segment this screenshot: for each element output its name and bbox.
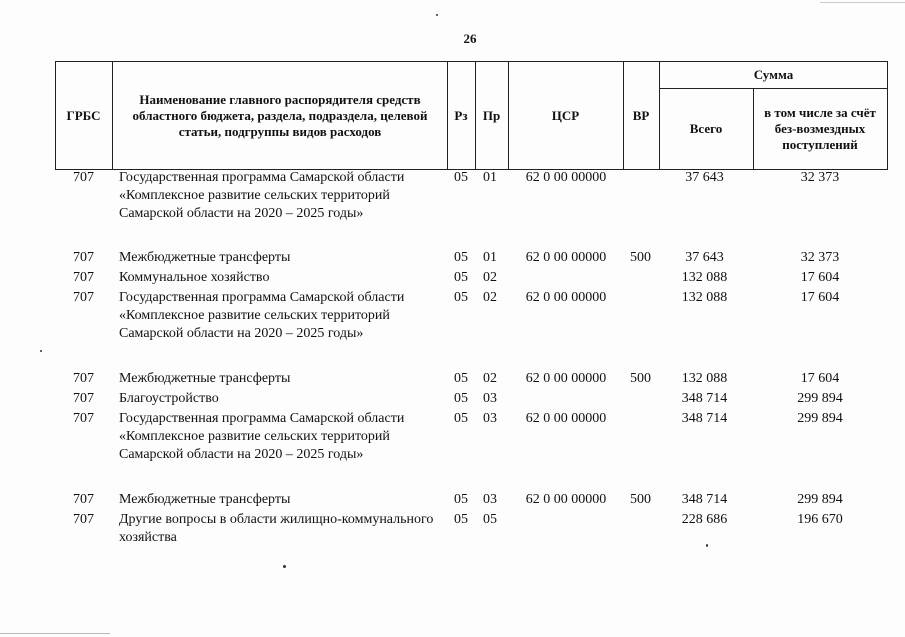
cell-rz: 05 — [454, 371, 468, 386]
cell-rz: 05 — [454, 290, 468, 305]
cell-vr: 500 — [630, 492, 651, 507]
cell-name: Межбюджетные трансферты — [119, 492, 291, 507]
cell-rz: 05 — [454, 391, 468, 406]
cell-rz: 05 — [454, 411, 468, 426]
cell-incl: 196 670 — [797, 512, 843, 527]
cell-total: 348 714 — [681, 391, 728, 406]
scan-speck — [283, 565, 286, 568]
scan-speck — [40, 350, 42, 352]
cell-rz: 05 — [454, 492, 468, 507]
cell-incl: 17 604 — [800, 270, 840, 285]
cell-vr: 500 — [630, 371, 651, 386]
cell-incl: 299 894 — [797, 391, 843, 406]
cell-name: Межбюджетные трансферты — [119, 371, 291, 386]
header-grbs: ГРБС — [66, 107, 101, 123]
cell-rz: 05 — [454, 170, 468, 185]
cell-pr: 03 — [483, 391, 497, 406]
cell-total: 228 686 — [681, 512, 728, 527]
cell-pr: 02 — [483, 371, 497, 386]
cell-pr: 02 — [483, 290, 497, 305]
cell-name: Государственная программа Самарской области «Комплексное развитие сельских территорий Самарской области на 2020 – 2025 годы» — [119, 170, 405, 221]
cell-grbs: 707 — [73, 492, 94, 507]
cell-grbs: 707 — [73, 250, 94, 265]
cell-pr: 05 — [483, 512, 497, 527]
cell-csr: 62 0 00 00000 — [525, 492, 607, 507]
cell-vr: 500 — [630, 250, 651, 265]
cell-name: Другие вопросы в области жилищно-коммунального хозяйства — [119, 512, 434, 545]
cell-incl: 32 373 — [800, 250, 840, 265]
header-vr: ВР — [632, 107, 650, 123]
cell-csr: 62 0 00 00000 — [525, 290, 607, 305]
cell-csr: 62 0 00 00000 — [525, 371, 607, 386]
cell-pr: 02 — [483, 270, 497, 285]
cell-total: 348 714 — [681, 411, 728, 426]
cell-rz: 05 — [454, 270, 468, 285]
scan-edge-line — [0, 633, 110, 634]
cell-incl: 299 894 — [797, 411, 843, 426]
page-number: 26 — [463, 31, 477, 46]
cell-grbs: 707 — [73, 411, 94, 426]
cell-grbs: 707 — [73, 170, 94, 185]
scan-speck — [706, 544, 708, 547]
cell-rz: 05 — [454, 250, 468, 265]
header-incl: в том числе за счёт без-возмездных поступлений — [764, 105, 876, 152]
header-name: Наименование главного распорядителя средств областного бюджета, раздела, подраздела, целевой статьи, подгруппы видов расходов — [132, 91, 428, 139]
cell-csr: 62 0 00 00000 — [525, 411, 607, 426]
cell-total: 37 643 — [685, 170, 724, 185]
cell-total: 132 088 — [681, 371, 728, 386]
cell-pr: 01 — [483, 250, 497, 265]
cell-grbs: 707 — [73, 371, 94, 386]
cell-csr: 62 0 00 00000 — [525, 170, 607, 185]
scan-speck — [436, 14, 438, 16]
cell-name: Государственная программа Самарской области «Комплексное развитие сельских территорий Самарской области на 2020 – 2025 годы» — [119, 290, 405, 341]
table-header — [55, 61, 888, 170]
cell-grbs: 707 — [73, 270, 94, 285]
cell-incl: 32 373 — [800, 170, 840, 185]
cell-csr: 62 0 00 00000 — [525, 250, 607, 265]
cell-total: 348 714 — [681, 492, 728, 507]
header-pr: Пр — [482, 107, 501, 123]
cell-grbs: 707 — [73, 290, 94, 305]
cell-pr: 01 — [483, 170, 497, 185]
header-rz: Рз — [454, 107, 468, 123]
cell-total: 132 088 — [681, 290, 728, 305]
cell-name: Благоустройство — [119, 391, 219, 406]
cell-total: 37 643 — [685, 250, 724, 265]
cell-total: 132 088 — [681, 270, 728, 285]
cell-name: Государственная программа Самарской области «Комплексное развитие сельских территорий Самарской области на 2020 – 2025 годы» — [119, 411, 405, 462]
cell-name: Коммунальное хозяйство — [119, 270, 270, 285]
cell-grbs: 707 — [73, 512, 94, 527]
header-total: Всего — [689, 121, 723, 136]
cell-incl: 17 604 — [800, 371, 840, 386]
cell-incl: 299 894 — [797, 492, 843, 507]
cell-pr: 03 — [483, 492, 497, 507]
cell-pr: 03 — [483, 411, 497, 426]
header-csr: ЦСР — [551, 107, 580, 123]
header-sum: Сумма — [753, 66, 794, 82]
scan-edge-line — [820, 2, 905, 3]
cell-incl: 17 604 — [800, 290, 840, 305]
cell-rz: 05 — [454, 512, 468, 527]
cell-grbs: 707 — [73, 391, 94, 406]
cell-name: Межбюджетные трансферты — [119, 250, 291, 265]
